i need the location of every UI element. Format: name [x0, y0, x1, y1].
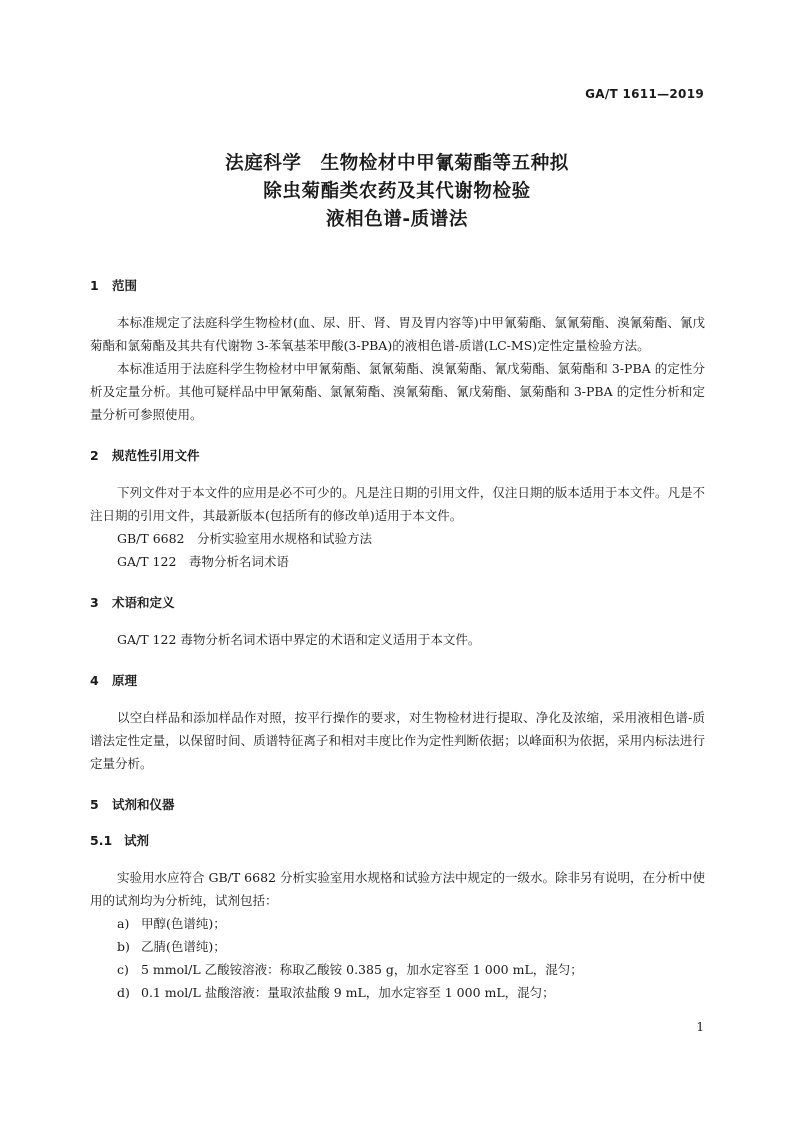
list-item	[90, 958, 705, 981]
document-title	[0, 150, 794, 234]
section-number: 2	[90, 448, 99, 463]
scope-paragraph-1: 本标准规定了法庭科学生物检材(血、尿、肝、肾、胃及胃内容等)中甲氰菊酯、氯氰菊酯、溴氰菊酯、氰戊菊酯和氯菊酯及其共有代谢物 3-苯氧基苯甲酸(3-PBA)的液相色谱-质谱(LC-MS)定性定量检验方法。	[90, 315, 705, 353]
section-number: 5	[90, 797, 99, 812]
list-item	[90, 912, 705, 935]
section-number: 3	[90, 595, 99, 610]
section-number: 4	[90, 673, 99, 688]
subsection-number: 5.1	[90, 833, 113, 848]
list-text: 0.1 mol/L 盐酸溶液：量取浓盐酸 9 mL，加水定容至 1 000 mL，混匀；	[141, 985, 555, 1000]
section-title: 试剂和仪器	[112, 797, 175, 812]
document-code: GA/T 1611—2019	[585, 87, 704, 101]
section-title: 范围	[112, 278, 138, 293]
reference-item: GA/T 122 毒物分析名词术语	[117, 554, 289, 569]
section-title: 原理	[112, 673, 138, 688]
section-5-heading	[90, 794, 705, 816]
section-2-heading	[90, 445, 705, 467]
section-3-heading	[90, 592, 705, 614]
section-4-heading	[90, 670, 705, 692]
section-1-heading	[90, 275, 705, 297]
list-label: d)	[117, 985, 130, 1000]
list-label: b)	[117, 939, 130, 954]
list-text: 甲醇(色谱纯)；	[141, 916, 226, 931]
principle-paragraph: 以空白样品和添加样品作对照，按平行操作的要求，对生物检材进行提取、净化及浓缩，采用液相色谱-质谱法定性定量，以保留时间、质谱特征离子和相对丰度比作为定性判断依据；以峰面积为依据，采用内标法进行定量分析。	[90, 710, 705, 771]
section-title: 术语和定义	[112, 595, 175, 610]
list-item	[90, 935, 705, 958]
section-title: 规范性引用文件	[112, 448, 200, 463]
list-item	[90, 981, 705, 1004]
subsection-title: 试剂	[124, 833, 150, 848]
reagents-paragraph: 实验用水应符合 GB/T 6682 分析实验室用水规格和试验方法中规定的一级水。除非另有说明，在分析中使用的试剂均为分析纯，试剂包括：	[90, 870, 705, 908]
list-label: a)	[117, 916, 130, 931]
terms-paragraph: GA/T 122 毒物分析名词术语中界定的术语和定义适用于本文件。	[117, 632, 481, 647]
list-label: c)	[117, 962, 129, 977]
references-paragraph: 下列文件对于本文件的应用是必不可少的。凡是注日期的引用文件，仅注日期的版本适用于本文件。凡是不注日期的引用文件，其最新版本(包括所有的修改单)适用于本文件。	[90, 485, 705, 523]
title-line-3: 液相色谱-质谱法	[326, 209, 468, 230]
subsection-5-1-heading	[90, 830, 705, 852]
title-line-2: 除虫菊酯类农药及其代谢物检验	[263, 181, 531, 202]
title-line-1: 法庭科学 生物检材中甲氰菊酯等五种拟	[225, 153, 569, 174]
page-number: 1	[696, 1020, 704, 1034]
scope-paragraph-2: 本标准适用于法庭科学生物检材中甲氰菊酯、氯氰菊酯、溴氰菊酯、氰戊菊酯、氯菊酯和 3-PBA 的定性分析及定量分析。其他可疑样品中甲氰菊酯、氯氰菊酯、溴氰菊酯、氰戊菊酯、氯菊酯和 3-PBA 的定性分析和定量分析可参照使用。	[90, 361, 705, 422]
document-body	[90, 275, 705, 1004]
reference-item: GB/T 6682 分析实验室用水规格和试验方法	[117, 531, 373, 546]
list-text: 乙腈(色谱纯)；	[141, 939, 226, 954]
section-number: 1	[90, 278, 99, 293]
list-text: 5 mmol/L 乙酸铵溶液：称取乙酸铵 0.385 g，加水定容至 1 000 mL，混匀；	[141, 962, 583, 977]
